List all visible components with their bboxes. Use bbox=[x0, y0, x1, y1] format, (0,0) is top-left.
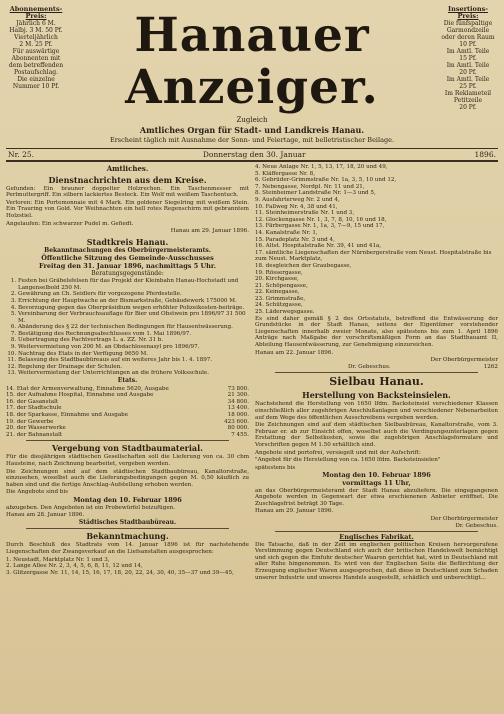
etat-row: 18. der Sparkasse, Einnahme und Ausgabe 18 000. bbox=[6, 412, 249, 418]
masthead-subtitle: Zugleich bbox=[236, 116, 268, 124]
section-english-make: Englisches Fabrikat. bbox=[339, 533, 414, 542]
subscription-lines: Jährlich 6 M. Halbj. 3 M. 50 Pf. Vierteljährlich 2 M. 25 Pf. Für auswärtige Abonnenten mit dem betreffenden Postaufschlag. Die einzelne Nummer 10 Pf. bbox=[8, 20, 64, 90]
etat-row: 21. der Bahnanstalt 7 455. bbox=[6, 431, 249, 438]
right-column: 4. Neue Anlage Nr. 1, 5, 13, 17, 18, 20 und 49, 5. Kläffergasse Nr. 8, 6. Gebrüder-Grimmstraße Nr. 1a, 3, 5, 10 und 12, 7. Nebengasse, Nordpl. Nr. 11 und 21, 8. Steinheimer Landstraße Nr. 1—3 und 5, 9. Ausfahrterweg Nr. 2 und 4, 10. Fallweg Nr. 4, 38 und 41, 11. Steinheimerstraße Nr. 1 und 3, 12. Glockengasse Nr. 1, 3, 7, 8, 10, 16 und 18, 13. Färbergasse Nr. 1, 1a, 3, 7—9, 15 und 17, 14. Kanalstraße Nr. 1, 15. Paradeplatz Nr. 3 und 4, 16. Altst. Hospitalstraße Nr. 39, 41 und 41a, 17. sämtliche Liegenschaften der Nürnbergerstraße vom Neust. Hospitalstraße bis zum Neust. Marktplatz, 18. desgleichen der Graubegasse, 19. Rössergasse, 20. Kirchgasse, 21. Schöpengasse, 22. Keinegasse, 23. Grimmstraße, 24. Schützgasse, 25. Läderwegsgasse. Es sind daher gemäß § 2 des Ortsstatuts, betreffend die Entwässerung der Grundstücke in der Stadt Hanau, seitens der Eigentümer vorstehender Liegenschaften innerhalb zweier Monate, also spätestens bis zum 1. April 1896 Anträge nach Maßgabe der vorschriftsmäßigen Form an das Stadtbauamt II, Abteilung Hausentwässerung, zur Genehmigung einzureichen. Hanau am 22. Januar 1896. Der Oberbürgermeister Dr. Gebeschus. 1262 Sielbau Hanau. Herstellung von Backsteinsielen. Nachstehend die Herstellung von 1650 lfdm. Backsteinsiel verschiedener Klassen einschließlich aller zugehörigen Anschlußanlagen und verschiedener Nebenarbeiten auf dem Wege des öffentlichen Ausschreibens vergeben werden. Die Zeichnungen sind auf dem städtischen Sielbaubüreau, Kanaltorstraße, vom 3. Februar er. ab zur Einsicht offen, woselbst auch die Verdingungsunterlagen gegen Erstattung der Selbstkosten, sowie die zugehörigen Anschlagsformulare und Vorschriften gegen M 1.50 erhältlich sind. Angebote sind portofrei, versiegelt und mit der Aufschrift: "Angebot für die Herstellung von ca. 1650 lfdm. Backsteinsielen" spätestens bis Montag den 10. Februar 1896 vormittags 11 Uhr, an das Oberbürgermeisteramt der Stadt Hanau abzuliefern. Die eingegangenen Angebote werden in Gegenwart der etwa erschienenen Anbieter eröffnet. Die Zuschlagsfrist beträgt 30 Tage. Hanau am 29. Januar 1896. Der Oberbürgermeister Dr. Gebeschus. Englisches Fabrikat. Die Tatsache, daß in der Zeit im englischen politischen Kreisen hervorgerufene Verstimmung gegen Deutschland sich auch der britischen Handelswelt bemächtigt und sich gegen die Einfuhr deutscher Waaren gerichtet hat, wird in Deutschland mit aller Ruhe hingenommen. Es wird von der Englischen Seite die Befürchtung der Erzeugung englischer Waren ausgesprochen, daß diese in Deutschland zum Schaden unserer Industrie und unseres Handels ausgestellt, schädlich und unberechtigt... bbox=[255, 164, 498, 581]
subscription-box bbox=[6, 6, 66, 90]
section-building-materials: Vergebung von Stadtbaumaterial. bbox=[52, 443, 203, 454]
section-sewer-construction: Sielbau Hanau. bbox=[329, 375, 424, 389]
divider bbox=[275, 372, 478, 373]
etats-table bbox=[6, 386, 249, 439]
insertion-box bbox=[438, 6, 498, 111]
section-announcement: Bekanntmachung. bbox=[86, 531, 169, 542]
etat-row: 17. der Stadtschule 13 400. bbox=[6, 405, 249, 412]
left-column: Amtliches. Dienstnachrichten aus dem Kreise. Gefunden: Ein brauner doppelter Holzrechen. Ein Taschenmesser mit Perlmuttergriff. Ein silbern lackiertes Besteck. Ein Wolf mit weißem Taschentuch. Verloren: Ein Portemonnaie mit 4 Mark. Ein goldener Siegelring mit weißem Stein. Ein Trauring von Gold. Vor Weihnachten ein hell rotes Regenschirm mit gebranntem Holzstiel. Angelaufen: Ein schwarzer Pudel m. Gefiedt. Hanau am 29. Januar 1896. Stadtkreis Hanau. Bekanntmachungen des Oberbürgermeisteramts. Öffentliche Sitzung des Gemeinde-Ausschusses Freitag den 31. Januar 1896, nachmittags 5 Uhr. Beratungsgegenstände: 1. Festen bei Gräbelsfelsen für das Projekt der Kleinbahn Hanau-Hochstadt und Langenselbold 250 M. 2. Gewährung an Ch. Seidlers für vorgezogene Pferdestelle. 3. Errichtung der Hauptwache an der Bismarkstraße, Gebäudewerk 175000 M. 4. Bevorzugung gegen das Oberpräsidium wegen erhöhter Polizeikosten-beiträge. 5. Vereinbarung der Verbrauchsauflage für Bier und Obstwein pro 1896/97 31 500 M. 6. Abänderung des § 22 der technischen Bedingungen für Hausentwässerung. 7. Bestätigung des Rechnungsabschlusses vom 1. Mai 1896/97. 8. Uebertragung des Pachtvertrags L. a. ZZ. Nr. 31 b. 9. Weitervermietung von 200 M. an Obdachlosenasyl pro 1896/97. 10. Nachtrag des Etats in der Verfügung 9650 M. 11. Belassung des Stadtbaubüreaus auf ein weiteres Jahr bis 1. 4. 1897. 12. Regelung der Drainage der Schulen. 13. Weitervermietung der Unterrichtungen an die frühere Volksschule. Etats. 14. Etat der Armenverwaltung, Einnahme 5620, Ausgabe 73 800. 15. der Aufnahme Hospital, Einnahme und Ausgabe 21 300. 16. der Gasanstalt 34 800. 17. der Stadtschule 13 400. 18. der Sparkasse, Einnahme und Ausgabe 18 000. 19. der Gewerbe 423 600. 20. der Wasserwerke 80 000. 21. der Bahnanstalt 7 455. Vergebung von Stadtbaumaterial. Für die diesjährigen städtischen Gesellschaften soll die Lieferung von ca. 30 cbm Hausteine, nach Zeichnung bearbeitet, vergeben werden. Die Zeichnungen sind auf dem städtischen Stadtbaubüreau, Kanaltorstraße, einzusehen, woselbst auch die Lieferungsbedingungen gegen M. 0,50 käuflich zu haben sind und die fertige Anschlag-Aufstellung erhoben werden. Die Angebote sind bis Montag den 10. Februar 1896 abzugeben. Den Angeboten ist ein Probewürfel beizufügen. Hanau am 28. Januar 1896. Städtisches Stadtbaubüreau. Bekanntmachung. Durch Beschluß des Stadtrats vom 14. Januar 1896 ist für nachstehende Liegenschaften der Zwangsverkauf an die Liefsanstalten ausgesprochen: 1. Neustadt, Marktplatz Nr. 1 und 3, 2. Lange Allee Nr. 2, 3, 4, 5, 6, 8, 11, 12 und 14, 3. Glitzergasse Nr. 11, 14, 15, 16, 17, 18, 20, 22, 24, 30, 40, 35—37 und 39—45, bbox=[6, 164, 249, 582]
insertion-lines: Die fünfspaltige Garmondzeile oder deren Raum 10 Pf. Im Amtl. Teile 15 Pf. Im Amtl. Teile 20 Pf. Im Amtl. Teile 25 Pf. Im Reklameteil Petitzeile 20 Pf. bbox=[441, 20, 495, 111]
masthead-title: Hanauer Anzeiger. bbox=[125, 8, 379, 115]
insertion-heading: Insertions-Preis: bbox=[448, 5, 488, 20]
columns bbox=[6, 164, 498, 582]
divider bbox=[26, 528, 229, 529]
section-service-news: Dienstnachrichten aus dem Kreise. bbox=[48, 174, 207, 185]
etat-row: 19. der Gewerbe 423 600. bbox=[6, 418, 249, 425]
etat-row: 20. der Wasserwerke 80 000. bbox=[6, 425, 249, 432]
issue-year: 1896. bbox=[474, 150, 496, 159]
dateline bbox=[6, 148, 498, 162]
issue-date: Donnerstag den 30. Januar bbox=[202, 150, 306, 159]
masthead-organ: Amtliches Organ für Stadt- und Landkreis Hanau. bbox=[139, 125, 365, 135]
divider bbox=[26, 440, 229, 441]
masthead-tagline: Erscheint täglich mit Ausnahme der Sonn- und Feiertage, mit belletristischer Beilage. bbox=[109, 136, 395, 144]
issue-number: Nr. 25. bbox=[8, 150, 35, 159]
section-official: Amtliches. bbox=[106, 164, 149, 173]
divider bbox=[275, 531, 478, 532]
agenda-list: 1. Festen bei Gräbelsfelsen für das Projekt der Kleinbahn Hanau-Hochstadt und Langenselbold 250 M. 2. Gewährung an Ch. Seidlers für vorgezogene Pferdestelle. 3. Errichtung der Hauptwache an der Bismarkstraße, Gebäudewerk 175000 M. 4. Bevorzugung gegen das Oberpräsidium wegen erhöhter Polizeikosten-beiträge. 5. Vereinbarung der Verbrauchsauflage für Bier und Obstwein pro 1896/97 31 500 M. 6. Abänderung des § 22 der technischen Bedingungen für Hausentwässerung. 7. Bestätigung des Rechnungsabschlusses vom 1. Mai 1896/97. 8. Uebertragung des Pachtvertrags L. a. ZZ. Nr. 31 b. 9. Weitervermietung von 200 M. an Obdachlosenasyl pro 1896/97. 10. Nachtrag des Etats in der Verfügung 9650 M. 11. Belassung des Stadtbaubüreaus auf ein weiteres Jahr bis 1. 4. 1897. 12. Regelung der Drainage der Schulen. 13. Weitervermietung der Unterrichtungen an die frühere Volksschule. bbox=[6, 278, 249, 377]
property-list: 4. Neue Anlage Nr. 1, 5, 13, 17, 18, 20 und 49, 5. Kläffergasse Nr. 8, 6. Gebrüder-Grimmstraße Nr. 1a, 3, 5, 10 und 12, 7. Nebengasse, Nordpl. Nr. 11 und 21, 8. Steinheimer Landstraße Nr. 1—3 und 5, 9. Ausfahrterweg Nr. 2 und 4, 10. Fallweg Nr. 4, 38 und 41, 11. Steinheimerstraße Nr. 1 und 3, 12. Glockengasse Nr. 1, 3, 7, 8, 10, 16 und 18, 13. Färbergasse Nr. 1, 1a, 3, 7—9, 15 und 17, 14. Kanalstraße Nr. 1, 15. Paradeplatz Nr. 3 und 4, 16. Altst. Hospitalstraße Nr. 39, 41 und 41a, 17. sämtliche Liegenschaften der Nürnbergerstraße vom Neust. Hospitalstraße bis zum Neust. Marktplatz, 18. desgleichen der Graubegasse, 19. Rössergasse, 20. Kirchgasse, 21. Schöpengasse, 22. Keinegasse, 23. Grimmstraße, 24. Schützgasse, 25. Läderwegsgasse. bbox=[255, 164, 492, 316]
section-brick-sewers: Herstellung von Backsteinsielen. bbox=[302, 390, 451, 401]
section-city-district: Stadtkreis Hanau. bbox=[86, 236, 169, 247]
subscription-heading: Abonnements-Preis: bbox=[9, 5, 63, 20]
etat-row: 16. der Gasanstalt 34 800. bbox=[6, 398, 249, 405]
etat-row: 14. Etat der Armenverwaltung, Einnahme 5620, Ausgabe 73 800. bbox=[6, 385, 249, 392]
etat-row: 15. der Aufnahme Hospital, Einnahme und Ausgabe 21 300. bbox=[6, 392, 249, 399]
